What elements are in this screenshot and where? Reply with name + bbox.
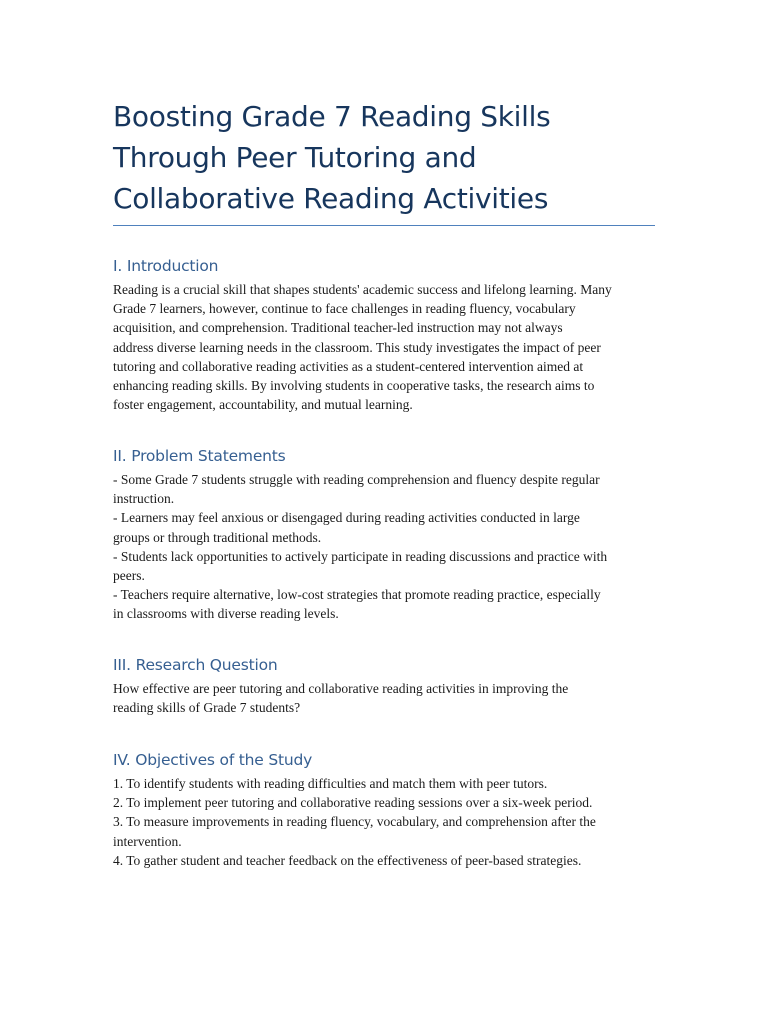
- title-line: Through Peer Tutoring and: [113, 141, 477, 174]
- text-line: 1. To identify students with reading difficulties and match them with peer tutors.: [113, 776, 548, 791]
- text-line: - Some Grade 7 students struggle with reading comprehension and fluency despite regular: [113, 472, 600, 487]
- text-line: 4. To gather student and teacher feedback on the effectiveness of peer-based strategies.: [113, 852, 582, 868]
- section-heading: II. Problem Statements: [113, 447, 286, 465]
- text-line: in classrooms with diverse reading levels.: [113, 606, 339, 622]
- document-page: [113, 96, 656, 868]
- text-line: 2. To implement peer tutoring and collaborative reading sessions over a six-week period.: [113, 795, 593, 811]
- section-body: [113, 280, 612, 414]
- section-introduction: [113, 256, 612, 414]
- section-problem-statements: [113, 446, 607, 624]
- text-line: How effective are peer tutoring and collaborative reading activities in improving the: [113, 681, 569, 696]
- section-heading: III. Research Question: [113, 656, 278, 674]
- section-body: [113, 679, 568, 717]
- text-line: instruction.: [113, 491, 175, 507]
- text-line: - Learners may feel anxious or disengaged during reading activities conducted in large: [113, 510, 580, 526]
- text-line: - Students lack opportunities to actively participate in reading discussions and practice with: [113, 548, 608, 564]
- text-line: groups or through traditional methods.: [113, 529, 322, 545]
- section-heading: I. Introduction: [113, 257, 219, 275]
- text-line: enhancing reading skills. By involving students in cooperative tasks, the research aims to: [113, 378, 595, 394]
- text-line: 3. To measure improvements in reading fluency, vocabulary, and comprehension after the: [113, 814, 596, 830]
- section-research-question: [113, 655, 568, 717]
- text-line: tutoring and collaborative reading activities as a student-centered intervention aimed at: [113, 358, 584, 374]
- text-line: peers.: [113, 568, 145, 584]
- text-line: - Teachers require alternative, low-cost strategies that promote reading practice, especially: [113, 587, 601, 603]
- section-body: [113, 470, 607, 624]
- title-line: Collaborative Reading Activities: [113, 182, 549, 215]
- text-line: address diverse learning needs in the classroom. This study investigates the impact of peer: [113, 339, 601, 355]
- title-divider: [113, 225, 655, 226]
- title-line: Boosting Grade 7 Reading Skills: [113, 100, 551, 133]
- section-objectives: [113, 750, 596, 870]
- text-line: reading skills of Grade 7 students?: [113, 700, 301, 716]
- section-heading: IV. Objectives of the Study: [113, 751, 313, 769]
- text-line: Grade 7 learners, however, continue to face challenges in reading fluency, vocabulary: [113, 301, 576, 317]
- text-line: Reading is a crucial skill that shapes students' academic success and lifelong learning. Many: [113, 282, 612, 297]
- text-line: foster engagement, accountability, and mutual learning.: [113, 397, 413, 413]
- text-line: intervention.: [113, 833, 182, 849]
- text-line: acquisition, and comprehension. Traditional teacher-led instruction may not always: [113, 320, 563, 336]
- section-body: [113, 774, 596, 870]
- document-title: [113, 96, 656, 219]
